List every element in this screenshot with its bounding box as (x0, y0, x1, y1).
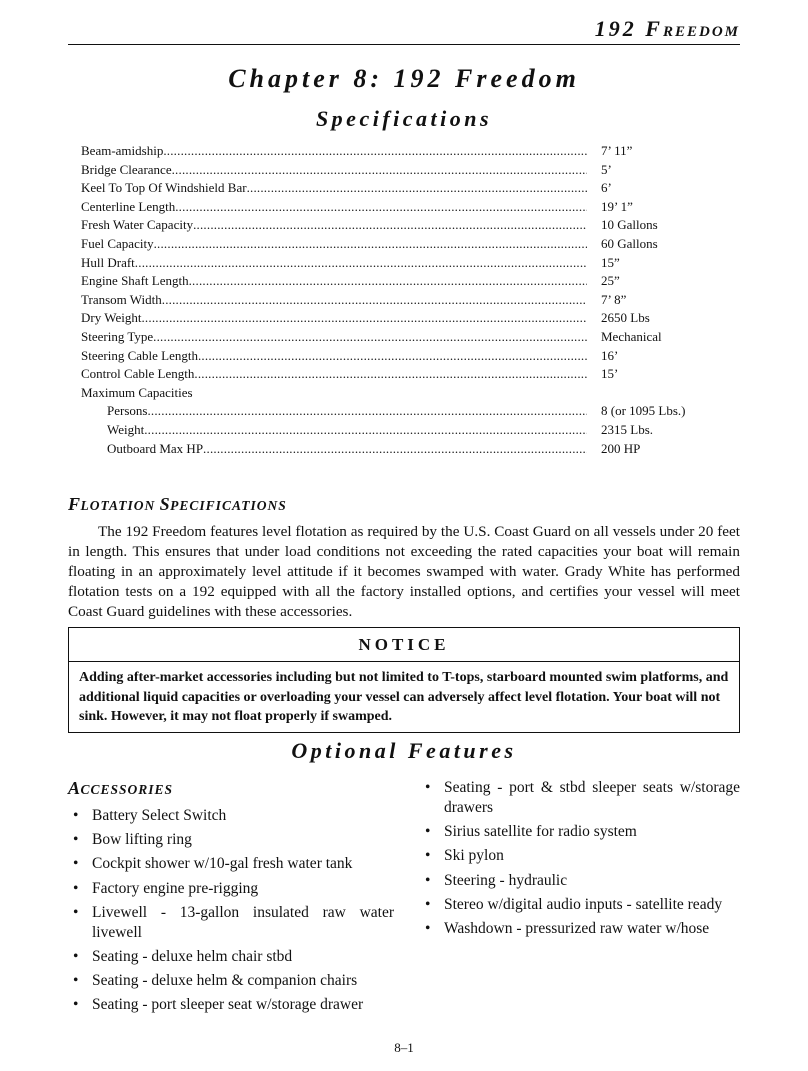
spec-label: Dry Weight (81, 310, 142, 326)
list-item-text: Stereo w/digital audio inputs - satellite ready (444, 895, 723, 913)
flotation-heading-rest-2: PECIFICATIONS (170, 498, 287, 513)
accessories-heading-initial: A (68, 778, 81, 798)
list-item-text: Seating - deluxe helm chair stbd (92, 947, 293, 965)
spec-label: Bridge Clearance (81, 161, 172, 177)
list-item-text: Bow lifting ring (92, 831, 192, 849)
leader-dots (141, 309, 587, 328)
spec-label: Control Cable Length (81, 366, 195, 382)
notice-box (68, 627, 740, 733)
list-item-text: Steering - hydraulic (444, 871, 568, 889)
spec-label: Fuel Capacity (81, 235, 154, 251)
spec-row (81, 365, 701, 384)
spec-row (81, 347, 701, 366)
accessories-heading-rest: CCESSORIES (80, 782, 174, 797)
list-item-text: Livewell - 13-gallon insulated raw water livewell (92, 903, 394, 941)
bullet-icon: • (73, 972, 79, 990)
spec-label: Beam-amidship (81, 143, 164, 158)
page-number: 8–1 (394, 1040, 414, 1055)
spec-label: Steering Cable Length (81, 347, 198, 363)
spec-label: Centerline Length (81, 198, 176, 214)
spec-row (81, 402, 701, 421)
list-item-text: Seating - deluxe helm & companion chairs (92, 972, 358, 990)
header-model: 192 F (594, 16, 663, 41)
list-item-text: Washdown - pressurized raw water w/hose (444, 919, 710, 937)
spec-label: Keel To Top Of Windshield Bar (81, 180, 247, 196)
spec-row (81, 309, 701, 328)
specifications-title: Specifications (315, 106, 493, 131)
leader-dots (154, 235, 587, 254)
leader-dots (144, 421, 587, 440)
bullet-icon: • (73, 855, 79, 873)
accessories-heading (68, 778, 173, 799)
chapter-title: Chapter 8: 192 Freedom (228, 64, 580, 93)
list-item-text: Seating - port & stbd sleeper seats w/storage drawers (444, 779, 740, 816)
list-item (68, 971, 394, 991)
spec-label: Transom Width (81, 291, 162, 307)
bullet-icon: • (73, 996, 79, 1014)
spec-value: 10 Gallons (601, 217, 658, 233)
leader-dots (198, 347, 587, 366)
bullet-icon: • (73, 879, 79, 897)
list-item-text: Seating - port sleeper seat w/storage drawer (92, 996, 364, 1014)
list-item (68, 947, 394, 967)
list-item (68, 903, 394, 943)
spec-value: Mechanical (601, 328, 662, 344)
spec-row (81, 272, 701, 291)
spec-value: 25” (601, 273, 620, 289)
list-item (68, 830, 394, 850)
notice-title: NOTICE (69, 628, 739, 662)
spec-value: 60 Gallons (601, 235, 658, 251)
spec-value: 16’ (601, 347, 619, 363)
spec-value: 200 HP (601, 440, 641, 456)
bullet-icon: • (425, 919, 431, 937)
spec-row (81, 179, 701, 198)
spec-value: 19’ 1” (601, 198, 633, 214)
flotation-heading-rest-1: LOTATION (80, 498, 160, 513)
bullet-icon: • (425, 847, 431, 865)
spec-value: 2315 Lbs. (601, 421, 653, 437)
spec-value: 6’ (601, 180, 612, 196)
list-item-text: Ski pylon (444, 847, 504, 865)
spec-label: Engine Shaft Length (81, 273, 189, 289)
bullet-icon: • (425, 779, 431, 796)
spec-value: 15” (601, 254, 620, 270)
spec-row (81, 421, 701, 440)
leader-dots (163, 142, 587, 161)
running-header (68, 14, 740, 45)
spec-row (81, 235, 701, 254)
optional-features-title: Optional Features (291, 738, 517, 763)
list-item (420, 778, 740, 818)
leader-dots (153, 328, 587, 347)
bullet-icon: • (73, 831, 79, 849)
leader-dots (203, 440, 587, 459)
spec-label: Persons (107, 403, 148, 419)
list-item-text: Cockpit shower w/10-gal fresh water tank (92, 855, 353, 873)
list-item (68, 806, 394, 826)
leader-dots (135, 254, 587, 273)
leader-dots (194, 365, 587, 384)
spec-row (81, 254, 701, 273)
spec-row (81, 198, 701, 217)
spec-row (81, 328, 701, 347)
spec-label: Fresh Water Capacity (81, 217, 194, 233)
spec-row (81, 142, 701, 161)
bullet-icon: • (73, 903, 79, 921)
spec-value: 8 (or 1095 Lbs.) (601, 403, 686, 419)
specifications-list (81, 142, 701, 458)
list-item-text: Sirius satellite for radio system (444, 823, 637, 841)
spec-value: 5’ (601, 161, 612, 177)
flotation-heading-initial-2: S (159, 494, 171, 514)
leader-dots (172, 161, 587, 180)
bullet-icon: • (73, 947, 79, 965)
max-capacities-label: Maximum Capacities (81, 384, 193, 400)
list-item (420, 919, 740, 939)
leader-dots (147, 402, 587, 421)
flotation-paragraph: The 192 Freedom features level flotation as required by the U.S. Coast Guard on all vessels under 20 feet in length. This ensures that under load conditions not exceeding the rated capacities your boat will remain floating in an approximately level attitude if it becomes swamped with water. Grady White has performed flotation tests on a 192 equipped with all the factory installed options, and certifies your vessel will meet Coast Guard guidelines with these accessories. (68, 523, 740, 620)
leader-dots (162, 291, 587, 310)
accessories-list-right (420, 778, 740, 943)
flotation-heading (68, 494, 287, 515)
spec-value: 7’ 11” (601, 143, 633, 158)
leader-dots (175, 198, 587, 217)
spec-row (81, 216, 701, 235)
notice-text: Adding after-market accessories including but not limited to T-tops, starboard mounted swim platforms, and additional liquid capacities or overloading your vessel can adversely affect level flotation. Your boat will not sink. However, it may not float properly if swamped. (79, 670, 729, 724)
accessories-list-left (68, 806, 394, 1020)
leader-dots (193, 216, 587, 235)
bullet-icon: • (425, 871, 431, 889)
spec-label: Steering Type (81, 328, 154, 344)
spec-value: 7’ 8” (601, 291, 627, 307)
bullet-icon: • (425, 895, 431, 913)
spec-label: Hull Draft (81, 254, 135, 270)
bullet-icon: • (425, 823, 431, 841)
list-item (420, 895, 740, 915)
list-item (420, 822, 740, 842)
list-item (420, 871, 740, 891)
list-item-text: Factory engine pre-rigging (92, 879, 259, 897)
spec-row (81, 291, 701, 310)
spec-label: Weight (107, 421, 145, 437)
spec-label: Outboard Max HP (107, 440, 204, 456)
spec-row (81, 161, 701, 180)
header-name-rest: REEDOM (662, 24, 740, 40)
spec-value: 2650 Lbs (601, 310, 650, 326)
leader-dots (247, 179, 587, 198)
bullet-icon: • (73, 807, 79, 824)
flotation-heading-initial: F (68, 494, 81, 514)
list-item-text: Battery Select Switch (92, 807, 227, 824)
list-item (68, 854, 394, 874)
leader-dots (189, 272, 587, 291)
spec-value: 15’ (601, 366, 619, 382)
list-item (420, 846, 740, 866)
spec-row (81, 440, 701, 459)
list-item (68, 995, 394, 1015)
list-item (68, 879, 394, 899)
